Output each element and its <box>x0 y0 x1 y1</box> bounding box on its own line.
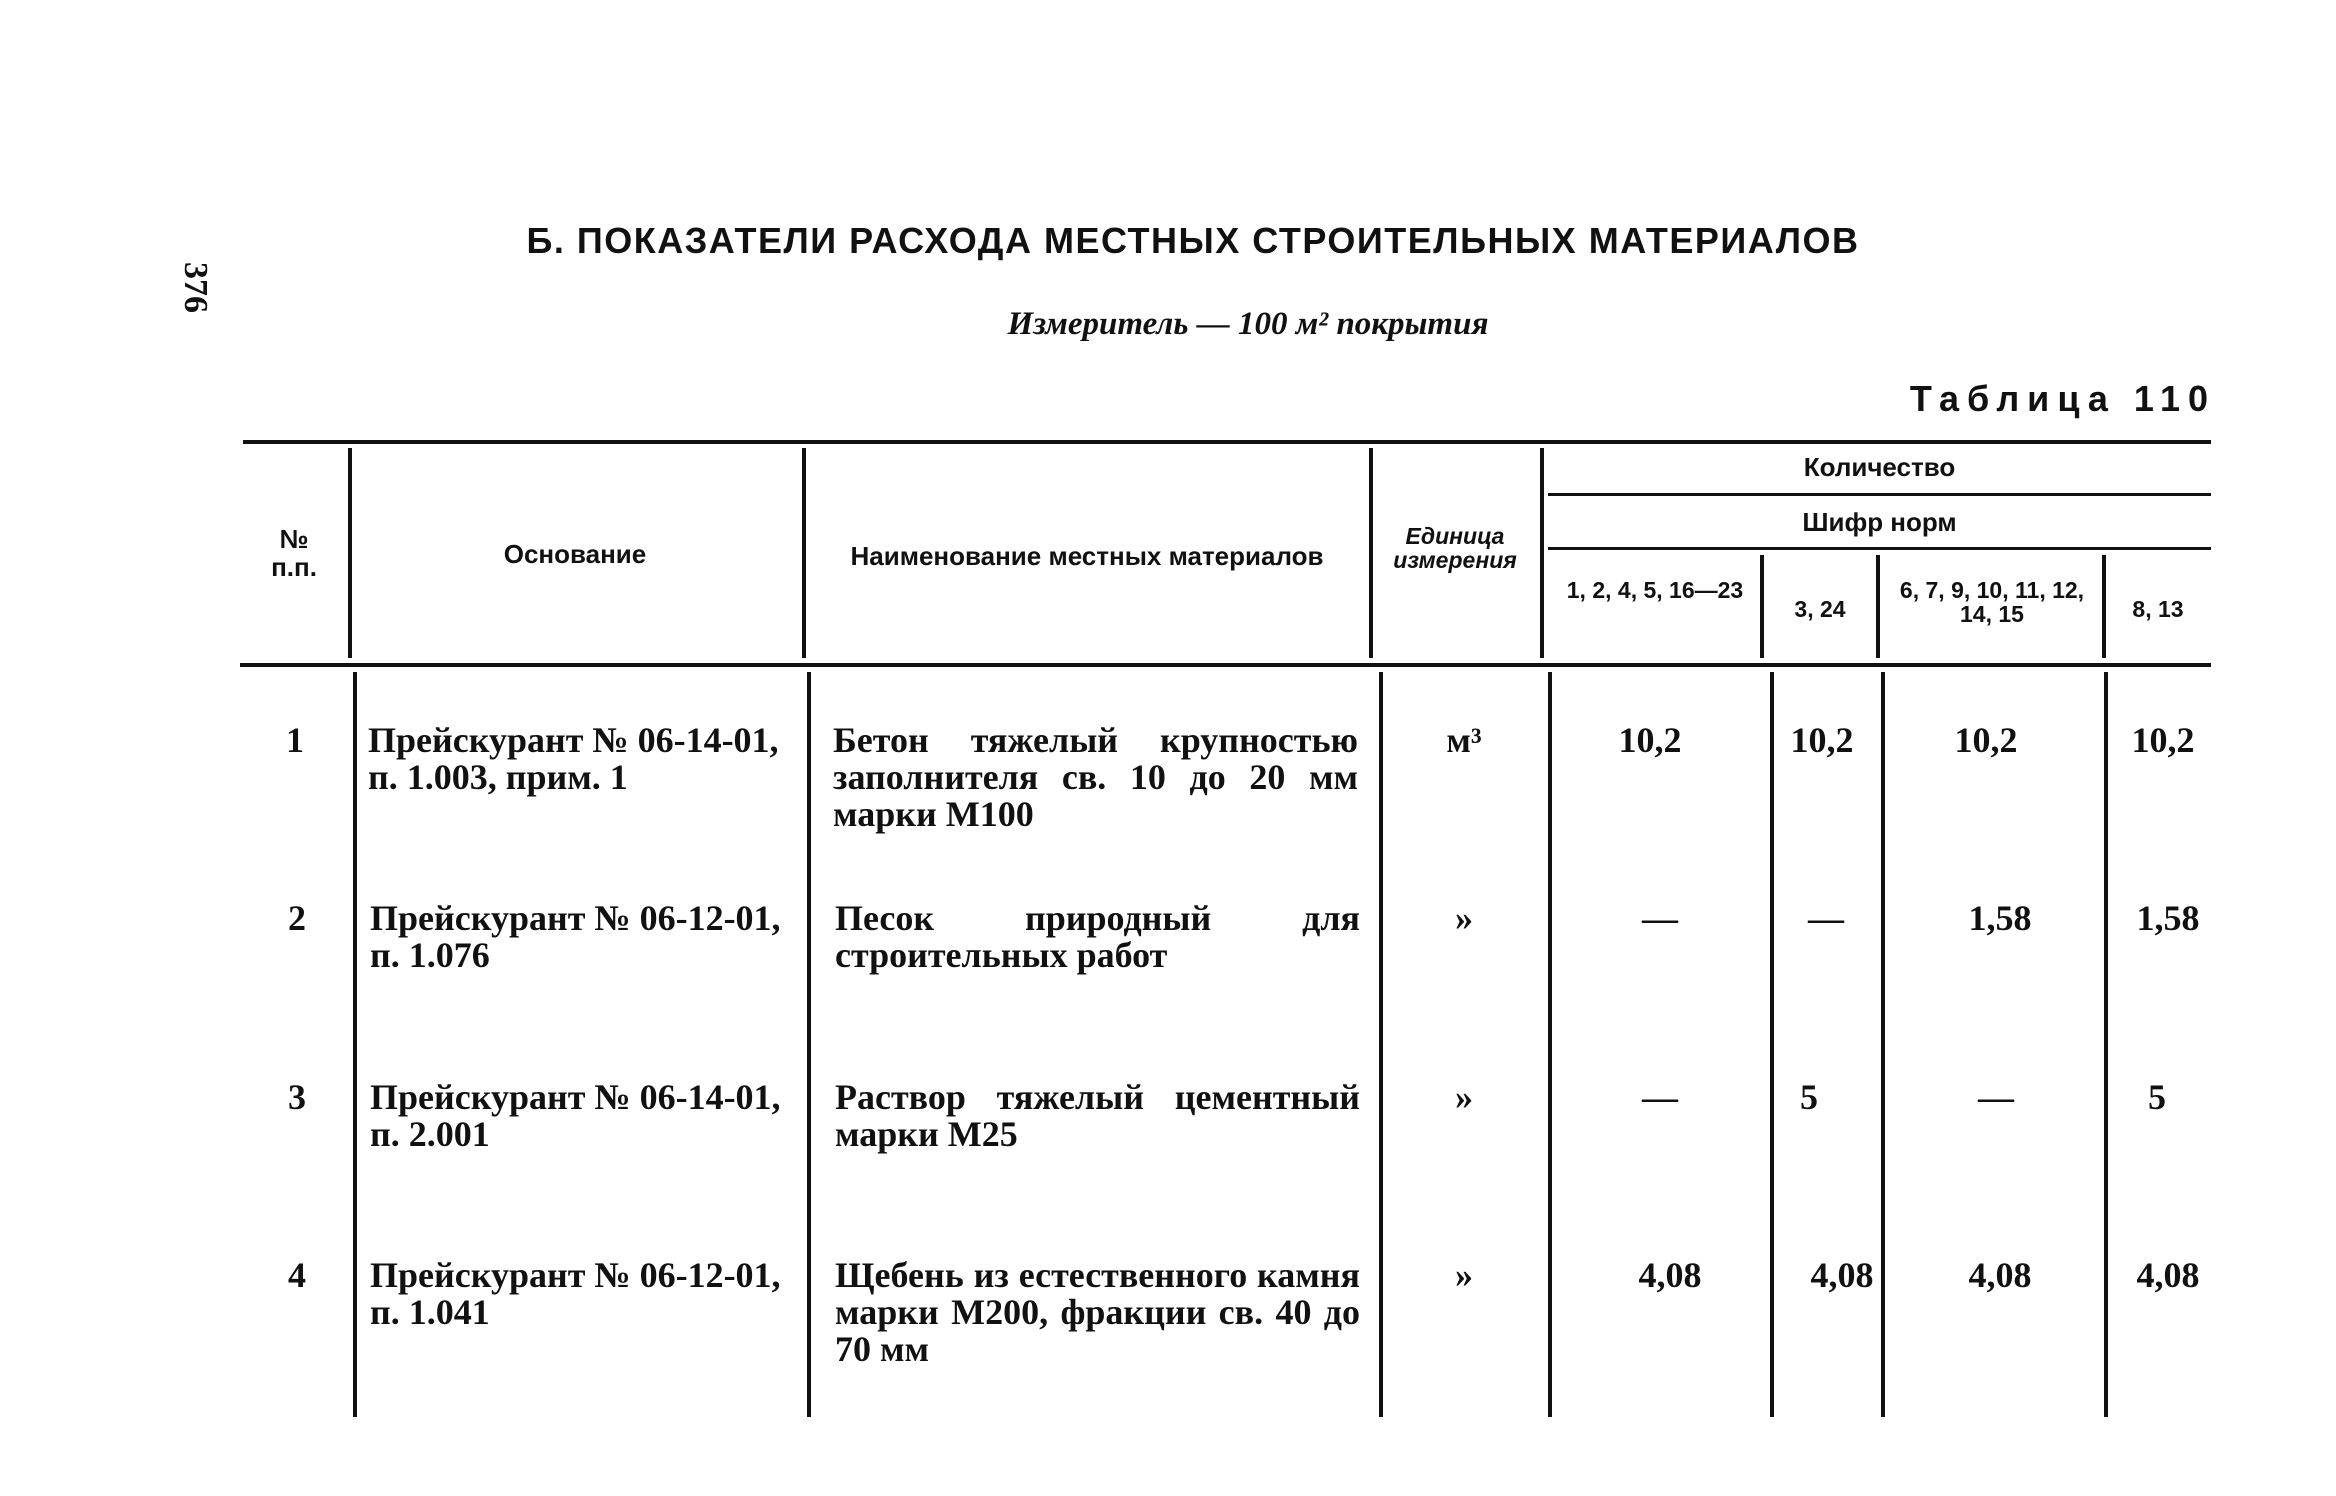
header-material: Наименование местных материалов <box>850 541 1324 571</box>
row-qty: 4,08 <box>2136 1255 2200 1295</box>
row-material: Песок природный для строительных работ <box>835 898 1360 975</box>
header-num: № п.п. <box>271 524 317 582</box>
table-top-rule <box>243 440 2211 444</box>
row-qty: 4,08 <box>1638 1255 1702 1295</box>
header-codes: Шифр норм <box>1802 507 1957 537</box>
table-label: Таблица 110 <box>1909 378 2216 419</box>
body-divider <box>807 672 811 1417</box>
body-divider <box>2104 672 2108 1417</box>
row-number: 3 <box>288 1077 306 1117</box>
header-divider <box>348 448 352 658</box>
row-unit: м³ <box>1446 720 1482 760</box>
row-material: Щебень из естественного камня марки М200, фракции св. 40 до 70 мм <box>835 1255 1360 1369</box>
row-qty: 1,58 <box>1968 898 2032 938</box>
quantity-rule <box>1548 493 2211 496</box>
header-basis: Основание <box>503 539 647 569</box>
meter-line: Измеритель — 100 м² покрытия <box>1007 306 1489 342</box>
header-unit: Единица измерения <box>1393 523 1517 573</box>
header-divider <box>1760 555 1764 658</box>
row-qty: — <box>1978 1077 2014 1117</box>
header-code-col: 1, 2, 4, 5, 16—23 <box>1566 577 1744 603</box>
header-divider <box>1369 448 1373 658</box>
row-qty: — <box>1808 898 1844 938</box>
page-number: 376 <box>177 262 214 313</box>
header-divider <box>1876 555 1880 658</box>
row-qty: 4,08 <box>1810 1255 1874 1295</box>
row-number: 2 <box>288 898 306 938</box>
row-basis: Прейскурант № 06-12-01, п. 1.041 <box>370 1255 781 1332</box>
row-qty: — <box>1642 1077 1678 1117</box>
row-qty: 5 <box>2148 1077 2166 1117</box>
row-basis: Прейскурант № 06-12-01, п. 1.076 <box>370 898 781 975</box>
row-qty: — <box>1642 898 1678 938</box>
section-heading: Б. ПОКАЗАТЕЛИ РАСХОДА МЕСТНЫХ СТРОИТЕЛЬНЫХ МАТЕРИАЛОВ <box>526 220 1860 261</box>
body-divider <box>1881 672 1885 1417</box>
row-material: Раствор тяжелый цементный марки М25 <box>835 1077 1360 1154</box>
row-qty: 5 <box>1800 1077 1818 1117</box>
header-quantity: Количество <box>1803 452 1956 482</box>
row-material: Бетон тяжелый крупностью заполнителя св. 10 до 20 мм марки М100 <box>833 720 1358 834</box>
header-code-col: 8, 13 <box>2132 596 2184 622</box>
header-divider <box>2102 555 2106 658</box>
row-number: 1 <box>286 720 304 760</box>
body-divider <box>353 672 357 1417</box>
row-qty: 4,08 <box>1968 1255 2032 1295</box>
header-divider <box>1540 448 1544 658</box>
row-unit: » <box>1455 1077 1473 1117</box>
row-number: 4 <box>288 1255 306 1295</box>
body-divider <box>1548 672 1552 1417</box>
codes-rule <box>1548 547 2211 550</box>
row-unit: » <box>1455 1255 1473 1295</box>
header-divider <box>802 448 806 658</box>
header-code-col: 6, 7, 9, 10, 11, 12, 14, 15 <box>1899 577 2085 627</box>
row-qty: 10,2 <box>1954 720 2018 760</box>
row-qty: 1,58 <box>2136 898 2200 938</box>
body-divider <box>1770 672 1774 1417</box>
row-basis: Прейскурант № 06-14-01, п. 2.001 <box>370 1077 781 1154</box>
header-bottom-rule <box>240 663 2211 667</box>
row-qty: 10,2 <box>2131 720 2195 760</box>
row-unit: » <box>1455 898 1473 938</box>
row-qty: 10,2 <box>1790 720 1854 760</box>
row-basis: Прейскурант № 06-14-01, п. 1.003, прим. 1 <box>368 720 779 797</box>
row-qty: 10,2 <box>1618 720 1682 760</box>
header-code-col: 3, 24 <box>1794 596 1846 622</box>
body-divider <box>1379 672 1383 1417</box>
